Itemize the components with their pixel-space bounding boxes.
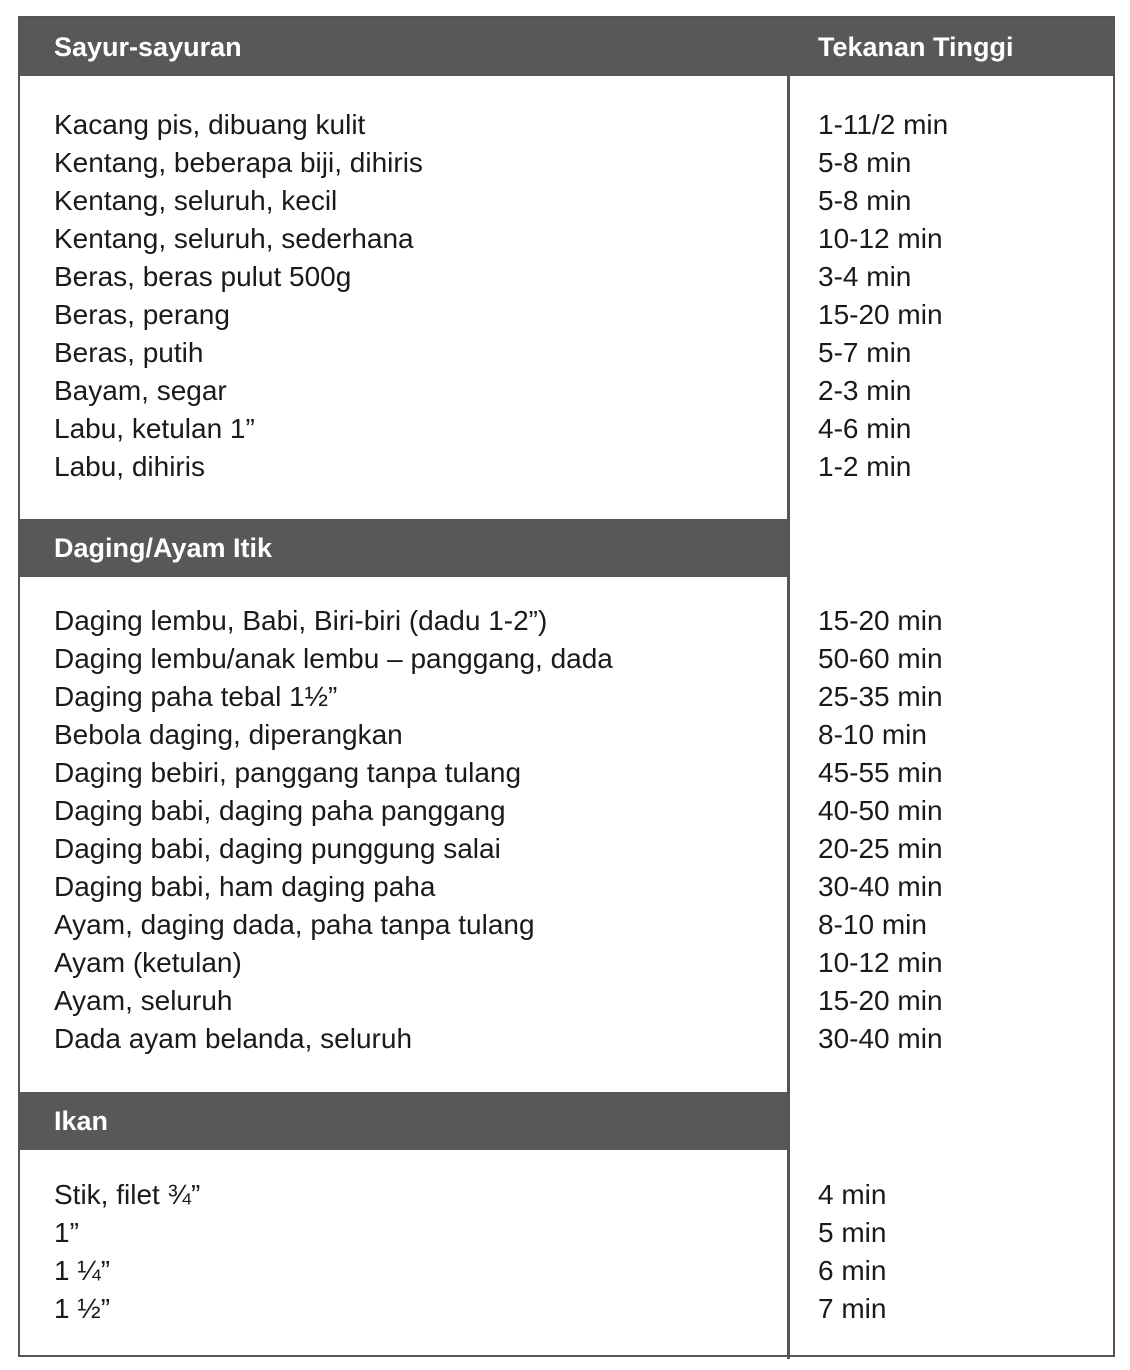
table-row: Beras, perang 15-20 min <box>54 299 943 330</box>
section-header-meat <box>20 519 787 577</box>
fish-rows <box>20 1176 1113 1328</box>
table-header <box>20 18 1113 76</box>
table-row: 1 ¼” 6 min <box>54 1255 887 1286</box>
table-row: Daging bebiri, panggang tanpa tulang 45-55 min <box>54 757 943 788</box>
table-row: 1” 5 min <box>54 1217 887 1248</box>
table-row: Daging lembu, Babi, Biri-biri (dadu 1-2”) 15-20 min <box>54 605 943 636</box>
table-row: Daging paha tebal 1½” 25-35 min <box>54 681 943 712</box>
table-row: Kacang pis, dibuang kulit 1-11/2 min <box>54 109 949 140</box>
table-row: Beras, putih 5-7 min <box>54 337 912 368</box>
table-row: Kentang, seluruh, sederhana 10-12 min <box>54 223 943 254</box>
table-row: Ayam (ketulan) 10-12 min <box>54 947 943 978</box>
header-high-pressure: Tekanan Tinggi <box>818 31 1014 62</box>
table-row: Ayam, seluruh 15-20 min <box>54 985 943 1016</box>
table-row: Bayam, segar 2-3 min <box>54 375 912 406</box>
vegetables-rows <box>20 106 1113 486</box>
table-row: Labu, dihiris 1-2 min <box>54 451 912 482</box>
cooking-time-table <box>18 16 1115 1357</box>
table-row: Daging babi, daging punggung salai 20-25 min <box>54 833 943 864</box>
section-title: Ikan <box>54 1105 109 1136</box>
table-row: Ayam, daging dada, paha tanpa tulang 8-10 min <box>54 909 927 940</box>
table-row: Dada ayam belanda, seluruh 30-40 min <box>54 1023 943 1054</box>
table-row: Daging babi, ham daging paha 30-40 min <box>54 871 943 902</box>
table-row: Labu, ketulan 1” 4-6 min <box>54 413 912 444</box>
meat-rows <box>20 602 1113 1058</box>
table-row: 1 ½” 7 min <box>54 1293 887 1324</box>
table-row: Beras, beras pulut 500g 3-4 min <box>54 261 912 292</box>
table-row: Stik, filet ¾” 4 min <box>54 1179 887 1210</box>
table-row: Kentang, seluruh, kecil 5-8 min <box>54 185 912 216</box>
section-header-fish <box>20 1092 787 1150</box>
header-vegetables: Sayur-sayuran <box>54 31 242 62</box>
table-row: Daging lembu/anak lembu – panggang, dada 50-60 min <box>54 643 943 674</box>
table-row: Daging babi, daging paha panggang 40-50 min <box>54 795 943 826</box>
table-row: Bebola daging, diperangkan 8-10 min <box>54 719 927 750</box>
table-row: Kentang, beberapa biji, dihiris 5-8 min <box>54 147 912 178</box>
section-title: Daging/Ayam Itik <box>54 532 273 563</box>
